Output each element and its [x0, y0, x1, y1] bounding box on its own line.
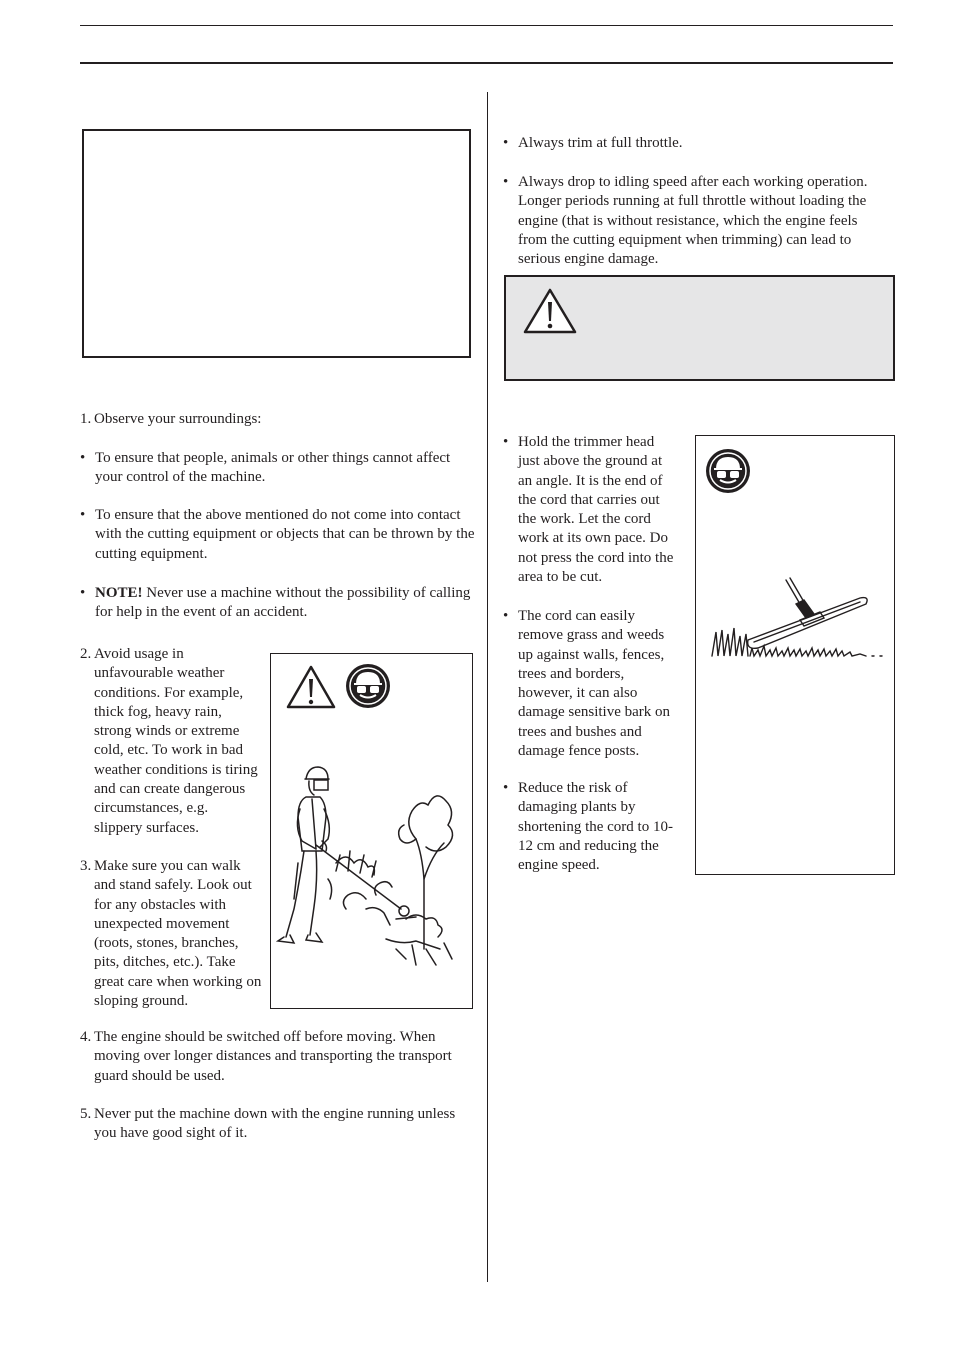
note-bullet: • NOTE! Never use a machine without the possibility of calling for help in the event of an accident. — [80, 585, 471, 621]
note-label: NOTE! — [95, 585, 143, 601]
trimming-illustration-box — [270, 653, 473, 1009]
item-4: 4. The engine should be switched off before moving. When moving over longer distances and transporting the transport guard should be used. — [80, 1029, 452, 1084]
warning-triangle-icon — [522, 287, 578, 335]
header-rule-bottom — [80, 62, 893, 64]
item1-bullet-1: • To ensure that people, animals or other things cannot affect your control of the machine. — [80, 450, 451, 486]
right-bullet-2: • Always drop to idling speed after each working operation. Longer periods running at full throttle without loading the engine (that is without resistance, which the engine feels from the cutting equipment when trimming) can lead to serious engine damage. — [503, 174, 868, 268]
item-1: 1. Observe your surroundings: — [80, 411, 262, 427]
header-rule-top — [80, 25, 893, 26]
trimmer-head-illustration — [710, 574, 888, 664]
empty-notice-box — [82, 129, 471, 358]
warning-triangle-icon — [285, 664, 337, 710]
right-bullet-1: • Always trim at full throttle. — [503, 135, 683, 151]
trim-bullet-2: • The cord can easily remove grass and weeds up against walls, fences, trees and borders, however, it can also damage sensitive bark on trees and bushes and damage fence posts. — [503, 608, 671, 760]
item-3: 3. Make sure you can walk and stand safely. Look out for any obstacles with unexpected movement (roots, stones, branches, pits, ditches, etc.). Take great care when working on sloping ground. — [80, 858, 262, 1010]
protective-equipment-icon — [344, 662, 392, 710]
column-divider — [487, 92, 488, 1282]
protective-equipment-icon — [704, 447, 752, 495]
item-5: 5. Never put the machine down with the engine running unless you have good sight of it. — [80, 1106, 456, 1142]
trimmer-head-illustration-box — [695, 435, 895, 875]
trim-bullet-1: • Hold the trimmer head just above the ground at an angle. It is the end of the cord that carries out the work. Let the cord work at its own pace. Do not press the cord into the area to be cut. — [503, 434, 674, 586]
item1-bullet-2: • To ensure that the above mentioned do not come into contact with the cutting equipment or objects that can be thrown by the cutting equipment. — [80, 507, 475, 562]
trim-bullet-3: • Reduce the risk of damaging plants by shortening the cord to 10-12 cm and reducing the engine speed. — [503, 780, 673, 874]
warning-box — [504, 275, 895, 381]
item-2: 2. Avoid usage in unfavourable weather conditions. For example, thick fog, heavy rain, strong winds or extreme cold, etc. To work in bad weather conditions is tiring and can create dangerous circumstances, e.g. slippery surfaces. — [80, 646, 258, 836]
note-text: Never use a machine without the possibility of calling for help in the event of an accident. — [95, 585, 471, 621]
person-trimming-illustration — [276, 759, 466, 974]
